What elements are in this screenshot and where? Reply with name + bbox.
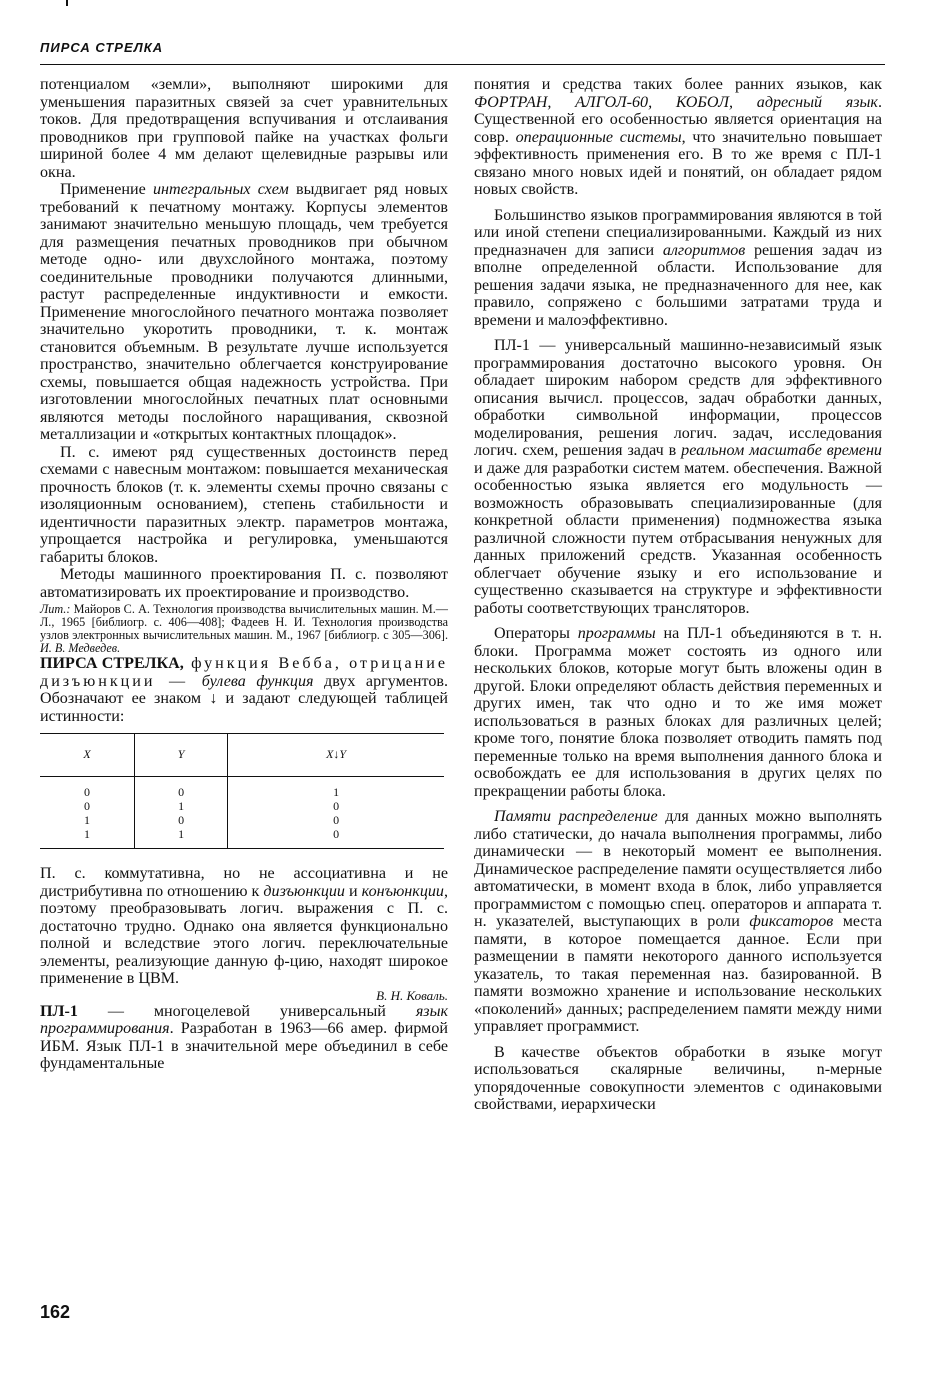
header-rule xyxy=(40,64,885,65)
paragraph: Большинство языков программирования являются в той или иной степени специализированными. Каждый из них предназначен для записи алгоритмов решения задач из вполне определенной области. Использование для решения задачи языка, не предназначенного для нее, как правило, сопряжено с большими затратами труда и времени и малоэффективно. xyxy=(474,206,882,329)
bibliography: Лит.: Майоров С. А. Технология производства вычислительных машин. М.— Л., 1965 [библиогр. с. 406—408]; Фадеев Н. И. Технология производства узлов электронных вычислительных машин. М., 1967 [библиогр. с 305—306]. И. В. Медведев. xyxy=(40,602,448,655)
running-head: ПИРСА СТРЕЛКА xyxy=(40,40,164,55)
page-number: 162 xyxy=(40,1302,71,1322)
paragraph: Памяти распределение для данных можно выполнять либо статически, до начала выполнения программы, либо динамически — в некоторый момент ее выполнения. Динамическое распределение памяти осуществляется либо автоматически, в момент входа в блок, либо управляется программистом с помощью спец. операторов и аппарата т. н. указателей, выступающих в роли фиксаторов места памяти, в которое помещается данное. Если при размещении в памяти некоторого данного используется указатель, то такая переменная наз. базированной. В памяти возможно хранение и использование нескольких «поколений» данных; распределением памяти между ними управляет программист. xyxy=(474,808,882,1035)
table-header: Y xyxy=(135,734,228,777)
author-signature: И. В. Медведев. xyxy=(40,641,121,655)
table-header: X↓Y xyxy=(228,734,444,777)
paragraph: Применение интегральных схем выдвигает ряд новых требований к печатному монтажу. Корпусы элементов занимают значительно меньшую площадь, чем требуется для размещения печатных проводников при обычном методе одно- или двухслойного монтажа, поэтому соединительные проводники получаются длинными, растут распределенные индуктивности и емкости. Применение многослойного печатного монтажа позволяет значительно укоротить проводники, т. к. монтаж становится объемным. В результате лучше используется пространство, значительно облегчается конструирование схемы, повышается общая надежность устройства. При изготовлении многослойных печатных плат основными являются методы послойного наращивания, сквозной металлизации и «открытых контактных площадок». xyxy=(40,181,448,443)
paragraph: П. с. коммутативна, но не ассоциативна и не дистрибутивна по отношению к дизъюнкции и конъюнкции, поэтому преобразовывать логич. выражения с П. с. достаточно трудно. Однако она является функционально полной и вследствие этого логич. переключательные элементы, реализующие данную ф-цию, находят широкое применение в ЦВМ. xyxy=(40,865,448,987)
paragraph: Операторы программы на ПЛ-1 объединяются в т. н. блоки. Программа может состоять из одного или нескольких блоков, которые могут быть вложены один в другой. Блоки определяют область действия переменных и других имен, так что одно и то же имя может использоваться в разных блоках для различных целей; кроме того, понятие блока позволяет отводить память под переменные только на время выполнения данного блока и освобождать ее для использования в других целях по прекращении работы блока. xyxy=(474,625,882,800)
paragraph: потенциалом «земли», выполняют широкими для уменьшения паразитных связей за счет уравнительных токов. Для предотвращения вспучивания и отслаивания проводников при групповой пайке на участках фольги шириной более 4 мм делают щелевидные разрывы или окна. xyxy=(40,76,448,181)
crop-mark xyxy=(66,0,68,6)
table-column: 0 0 1 1 xyxy=(84,785,91,841)
truth-table xyxy=(40,733,444,849)
paragraph: В качестве объектов обработки в языке могут использоваться скалярные величины, n-мерные упорядоченные совокупности элементов с одинаковыми свойствами, иерархически xyxy=(474,1043,882,1113)
paragraph: понятия и средства таких более ранних языков, как ФОРТРАН, АЛГОЛ-60, КОБОЛ, адресный язык. Существенной его особенностью является ориентация на совр. операционные системы, что значительно повышает эффективность применения его. В то же время с ПЛ-1 связано много новых идей и понятий, он обладает рядом новых свойств. xyxy=(474,76,882,198)
entry-pl1: ПЛ-1 — многоцелевой универсальный язык программирования. Разработан в 1963—66 амер. фирмой ИБМ. Язык ПЛ-1 в значительной мере объединил в себе фундаментальные xyxy=(40,1002,448,1072)
table-column: 1 0 0 0 xyxy=(228,777,444,849)
table-column: 0 1 0 1 xyxy=(135,777,228,849)
entry-pirsa: ПИРСА СТРЕЛКА, функция Вебба, отрицание дизъюнкции — булева функция двух аргументов. Обозначают ее знаком ↓ и задают следующей таблицей истинности: xyxy=(40,655,448,725)
author-signature: В. Н. Коваль. xyxy=(376,987,448,1003)
entry-title: ПЛ-1 xyxy=(40,1002,78,1020)
paragraph: Методы машинного проектирования П. с. позволяют автоматизировать их проектирование и производство. xyxy=(40,566,448,601)
entry-title: ПИРСА СТРЕЛКА, xyxy=(40,655,184,672)
right-column xyxy=(474,76,882,1114)
paragraph: ПЛ-1 — универсальный машинно-независимый язык программирования достаточно высокого уровня. Он обладает широким набором средств для эффективного описания вычисл. процессов, задач обработки данных, обработки символьной информации, процессов моделирования, решения логич. задач, исследования логич. схем, решения задач в реальном масштабе времени и даже для разработки систем матем. обеспечения. Важной особенностью языка является его модульность — возможность образовывать специализированные (для конкретной области применения) подмножества языка различной сложности путем отбрасывания ненужных для данных приложений средств. Указанная особенность облегчает обучение языку и его использование и существенно сказывается на структуре и эффективности работы соответствующих трансляторов. xyxy=(474,337,882,617)
paragraph: П. с. имеют ряд существенных достоинств перед схемами с навесным монтажом: повышается механическая прочность блоков (т. к. элементы схемы прочно связаны с изоляционным основанием), степень стабильности и идентичности паразитных электр. параметров монтажа, упрощается настройка и регулировка, уменьшаются габариты блоков. xyxy=(40,443,448,566)
left-column xyxy=(40,76,448,1073)
table-header: X xyxy=(40,734,135,777)
